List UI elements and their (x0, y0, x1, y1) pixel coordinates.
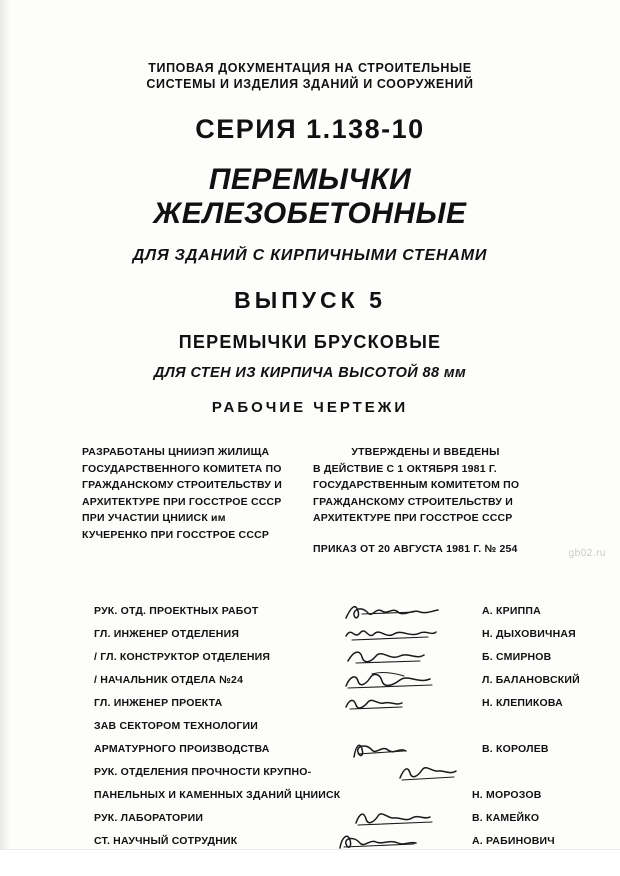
document-heading (120, 60, 500, 92)
signature-row (94, 785, 560, 808)
handwritten-signature-icon (342, 601, 472, 623)
series-number: СЕРИЯ 1.138-10 (195, 114, 425, 144)
signature-name: Н. КЛЕПИКОВА (482, 697, 563, 709)
document-type: РАБОЧИЕ ЧЕРТЕЖИ (211, 399, 409, 416)
developer-line: ГРАЖДАНСКОМУ СТРОИТЕЛЬСТВУ И (82, 479, 283, 491)
signature-role: РУК. ЛАБОРАТОРИИ (94, 812, 204, 824)
handwritten-signature-icon (342, 624, 472, 646)
signature-name: В. КОРОЛЕВ (482, 743, 549, 755)
signature-role: РУК. ОТДЕЛЕНИЯ ПРОЧНОСТИ КРУПНО- (94, 766, 312, 778)
scan-bottom-edge (0, 849, 620, 876)
heading-line-1: ТИПОВАЯ ДОКУМЕНТАЦИЯ НА СТРОИТЕЛЬНЫЕ (148, 61, 472, 75)
handwritten-signature-icon (342, 647, 472, 669)
watermark: gb02.ru (568, 548, 606, 559)
signature-name: Л. БАЛАНОВСКИЙ (482, 674, 580, 686)
developer-line: РАЗРАБОТАНЫ ЦНИИЭП ЖИЛИЩА (82, 446, 270, 458)
signature-name: Н. МОРОЗОВ (472, 789, 542, 801)
signature-name: Б. СМИРНОВ (482, 651, 552, 663)
signature-role: / ГЛ. КОНСТРУКТОР ОТДЕЛЕНИЯ (94, 651, 271, 663)
approval-header: УТВЕРЖДЕНЫ И ВВЕДЕНЫ (351, 446, 500, 458)
signature-role: СТ. НАУЧНЫЙ СОТРУДНИК (94, 835, 238, 847)
signature-name: В. КАМЕЙКО (472, 812, 540, 824)
signature-role: ГЛ. ИНЖЕНЕР ПРОЕКТА (94, 697, 223, 709)
signature-role: РУК. ОТД. ПРОЕКТНЫХ РАБОТ (94, 605, 259, 617)
issue-detail: ДЛЯ СТЕН ИЗ КИРПИЧА ВЫСОТОЙ 88 мм (153, 365, 467, 381)
signature-role: ГЛ. ИНЖЕНЕР ОТДЕЛЕНИЯ (94, 628, 240, 640)
document-subtitle-scope: ДЛЯ ЗДАНИЙ С КИРПИЧНЫМИ СТЕНАМИ (132, 247, 488, 264)
signature-role: ЗАВ СЕКТОРОМ ТЕХНОЛОГИИ (94, 720, 259, 732)
signature-role: / НАЧАЛЬНИК ОТДЕЛА №24 (94, 674, 244, 686)
developer-block (82, 444, 297, 557)
signature-row (94, 670, 580, 693)
handwritten-signature-icon (342, 739, 472, 761)
approval-block (313, 444, 538, 557)
signature-row (94, 601, 560, 624)
issue-number: ВЫПУСК 5 (234, 287, 386, 313)
signature-row (94, 808, 560, 831)
handwritten-signature-icon (342, 693, 472, 715)
developer-line: ГОСУДАРСТВЕННОГО КОМИТЕТА ПО (82, 462, 282, 475)
approval-blocks (60, 444, 560, 557)
developer-line: АРХИТЕКТУРЕ ПРИ ГОССТРОЕ СССР (82, 495, 282, 508)
heading-line-2: СИСТЕМЫ И ИЗДЕЛИЯ ЗДАНИЙ И СООРУЖЕНИЙ (146, 77, 474, 91)
signature-row (94, 716, 560, 739)
signature-row (94, 647, 560, 670)
signature-role: АРМАТУРНОГО ПРОИЗВОДСТВА (94, 743, 270, 755)
developer-line: КУЧЕРЕНКО ПРИ ГОССТРОЕ СССР (82, 528, 270, 541)
developer-line: ПРИ УЧАСТИИ ЦНИИСК им (82, 512, 226, 524)
approval-line: ГОСУДАРСТВЕННЫМ КОМИТЕТОМ ПО (313, 479, 520, 491)
signature-role: ПАНЕЛЬНЫХ И КАМЕННЫХ ЗДАНИЙ ЦНИИСК (94, 789, 341, 801)
signature-name: Н. ДЫХОВИЧНАЯ (482, 628, 576, 640)
signature-name: А. КРИППА (482, 605, 541, 617)
document-title: ПЕРЕМЫЧКИ ЖЕЛЕЗОБЕТОННЫЕ (153, 163, 467, 230)
handwritten-signature-icon (342, 670, 472, 692)
issue-subject: ПЕРЕМЫЧКИ БРУСКОВЫЕ (178, 332, 442, 352)
handwritten-signature-icon (394, 762, 524, 784)
document-body (60, 60, 580, 854)
signature-row (94, 693, 563, 716)
scan-left-edge (0, 0, 10, 876)
signature-row (94, 624, 576, 647)
handwritten-signature-icon (352, 808, 482, 830)
approval-order: ПРИКАЗ ОТ 20 АВГУСТА 1981 Г. № 254 (313, 542, 518, 555)
approval-line: В ДЕЙСТВИЕ С 1 ОКТЯБРЯ 1981 Г. (313, 462, 497, 475)
signature-list (60, 601, 580, 854)
signature-row (94, 739, 560, 762)
signature-name: А. РАБИНОВИЧ (472, 835, 555, 847)
approval-line: ГРАЖДАНСКОМУ СТРОИТЕЛЬСТВУ И (313, 495, 514, 508)
approval-line: АРХИТЕКТУРЕ ПРИ ГОССТРОЕ СССР (313, 512, 513, 524)
signature-row (94, 762, 560, 785)
